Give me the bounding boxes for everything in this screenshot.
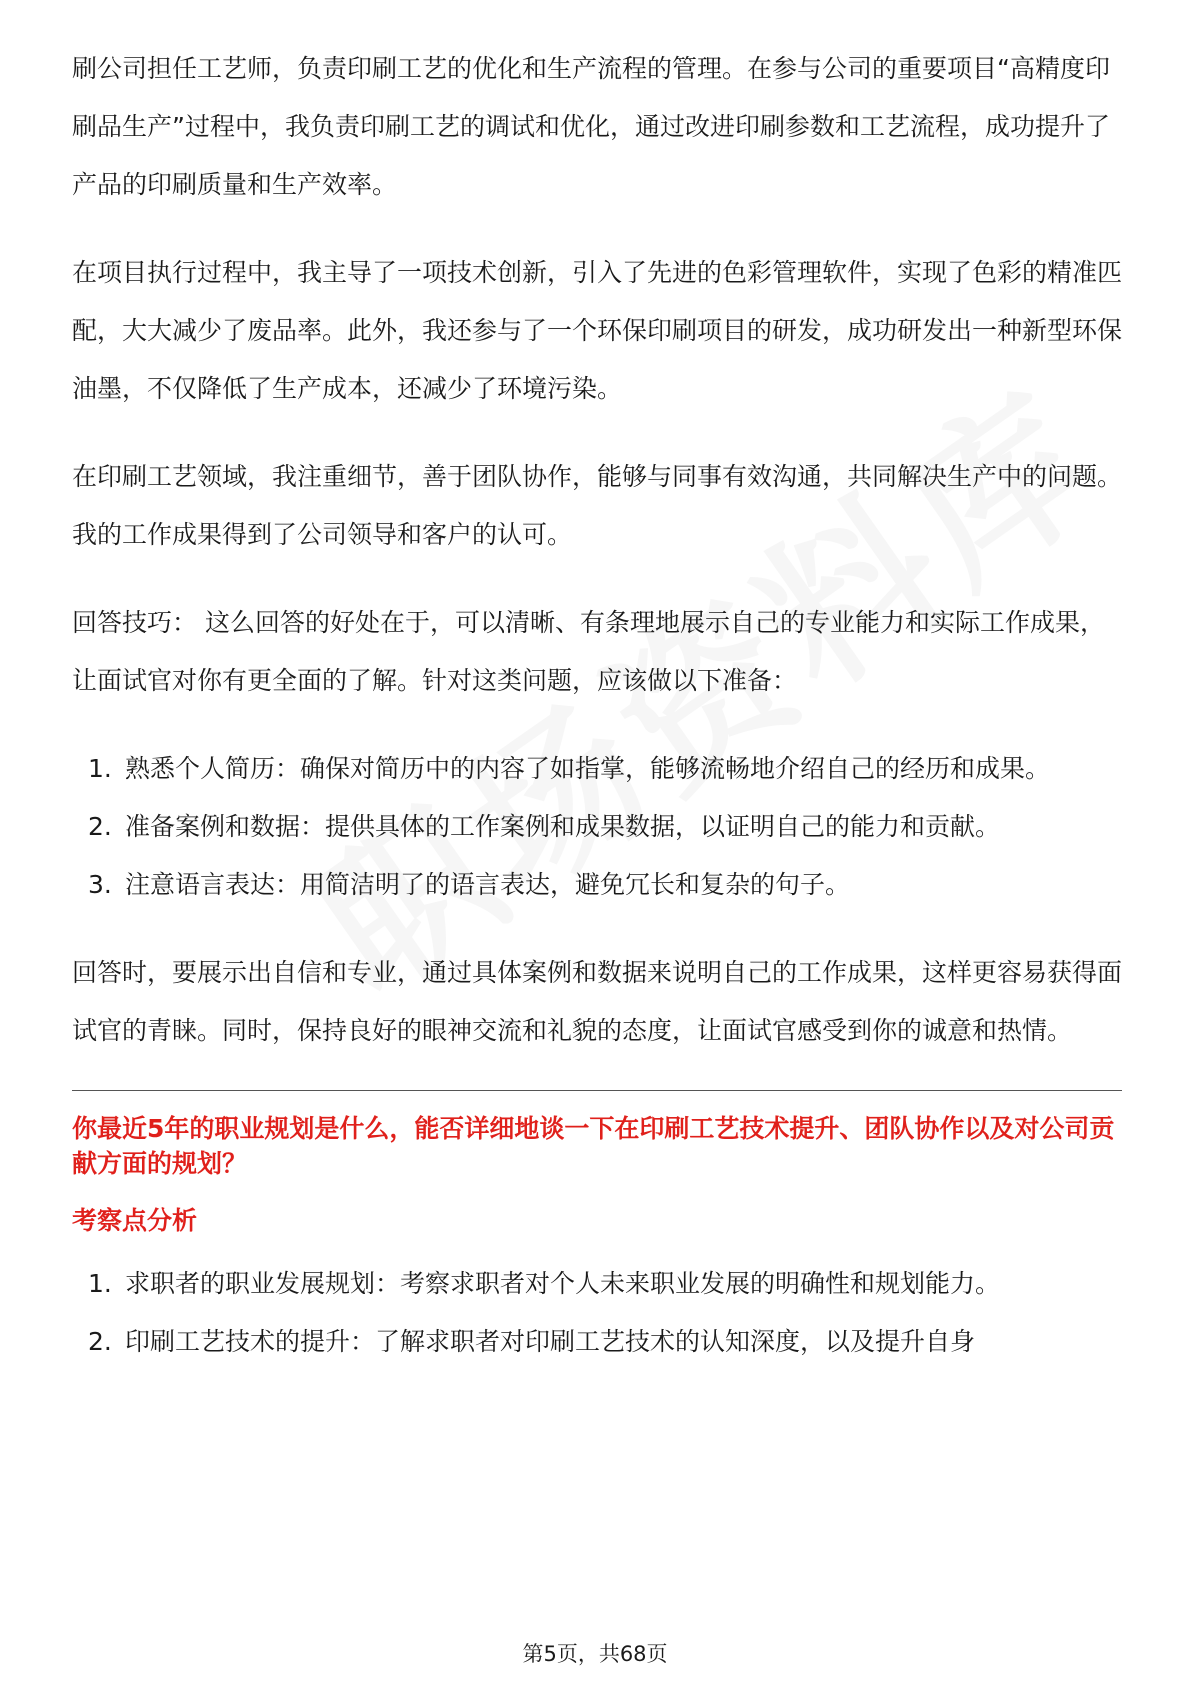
paragraph-experience: 刷公司担任工艺师，负责印刷工艺的优化和生产流程的管理。在参与公司的重要项目“高精度印刷品生产”过程中，我负责印刷工艺的调试和优化，通过改进印刷参数和工艺流程，成功提升了产品的印刷质量和生产效率。 <box>72 54 1110 199</box>
page-footer: 第5页，共68页 <box>522 1642 668 1666</box>
section-divider <box>72 1090 1122 1091</box>
list-number: 2. <box>88 812 112 841</box>
list-item <box>72 856 1122 914</box>
list-number: 1. <box>88 754 112 783</box>
list-text: 准备案例和数据：提供具体的工作案例和成果数据，以证明自己的能力和贡献。 <box>125 812 1001 841</box>
list-item <box>72 1255 1122 1313</box>
paragraph-closing: 回答时，要展示出自信和专业，通过具体案例和数据来说明自己的工作成果，这样更容易获得面试官的青睐。同时，保持良好的眼神交流和礼貌的态度，让面试官感受到你的诚意和热情。 <box>72 958 1123 1045</box>
list-item <box>72 1313 1122 1371</box>
list-number: 3. <box>88 870 112 899</box>
list-text: 注意语言表达：用简洁明了的语言表达，避免冗长和复杂的句子。 <box>125 870 851 899</box>
paragraph-teamwork: 在印刷工艺领域，我注重细节，善于团队协作，能够与同事有效沟通，共同解决生产中的问题。我的工作成果得到了公司领导和客户的认可。 <box>72 462 1123 549</box>
list-item <box>72 798 1122 856</box>
list-text: 熟悉个人简历：确保对简历中的内容了如指掌，能够流畅地介绍自己的经历和成果。 <box>125 754 1051 783</box>
list-item <box>72 740 1122 798</box>
list-number: 2. <box>88 1327 112 1356</box>
paragraph-answer-tips: 回答技巧： 这么回答的好处在于，可以清晰、有条理地展示自己的专业能力和实际工作成果，让面试官对你有更全面的了解。针对这类问题，应该做以下准备： <box>72 608 1105 695</box>
list-text: 印刷工艺技术的提升：了解求职者对印刷工艺技术的认知深度，以及提升自身 <box>125 1327 976 1356</box>
document-body <box>72 40 1122 1401</box>
list-number: 1. <box>88 1269 112 1298</box>
analysis-list <box>72 1255 1122 1371</box>
analysis-heading: 考察点分析 <box>72 1206 198 1235</box>
paragraph-innovation: 在项目执行过程中，我主导了一项技术创新，引入了先进的色彩管理软件，实现了色彩的精准匹配，大大减少了废品率。此外，我还参与了一个环保印刷项目的研发，成功研发出一种新型环保油墨，不仅降低了生产成本，还减少了环境污染。 <box>72 258 1123 403</box>
list-text: 求职者的职业发展规划：考察求职者对个人未来职业发展的明确性和规划能力。 <box>125 1269 1001 1298</box>
question-heading: 你最近5年的职业规划是什么，能否详细地谈一下在印刷工艺技术提升、团队协作以及对公司贡献方面的规划？ <box>72 1114 1115 1178</box>
tips-list <box>72 740 1122 914</box>
